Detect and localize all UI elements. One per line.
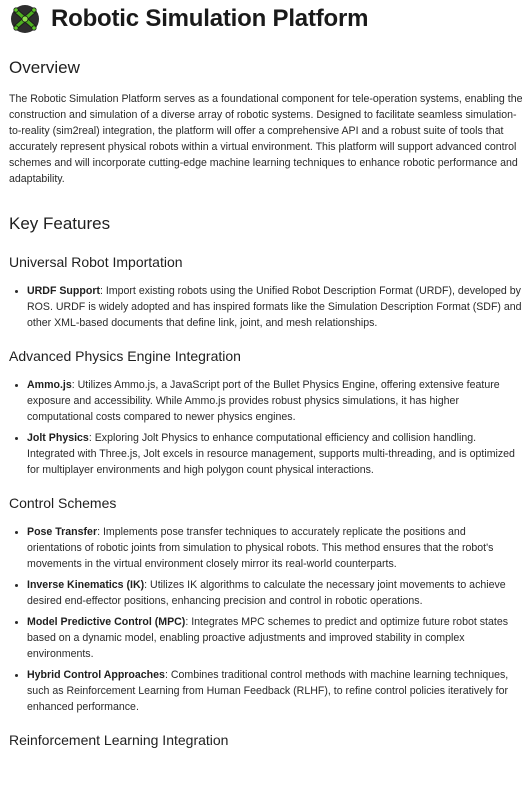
- item-label: Hybrid Control Approaches: [27, 669, 165, 681]
- item-text: : Implements pose transfer techniques to accurately replicate the positions and orientations of robotic joints from simulation to physical robots. This method ensures that the robot's movements in the virtual environment closely mirror its real-world counterparts.: [27, 526, 494, 570]
- overview-heading: Overview: [9, 58, 80, 77]
- item-label: Inverse Kinematics (IK): [27, 579, 145, 591]
- list-item: [27, 577, 523, 609]
- item-text: : Combines traditional control methods with machine learning techniques, such as Reinforcement Learning from Human Feedback (RLHF), to refine control policies iteratively for enhanced performance.: [27, 669, 509, 713]
- list-item: [27, 430, 523, 478]
- title-row: [9, 1, 523, 37]
- item-label: Jolt Physics: [27, 432, 89, 444]
- item-label: Pose Transfer: [27, 526, 98, 538]
- item-text: : Utilizes Ammo.js, a JavaScript port of the Bullet Physics Engine, offering extensive feature exposure and accessibility. While Ammo.js provides robust physics simulations, it has higher computational costs compared to newer physics engines.: [27, 379, 500, 423]
- item-label: Model Predictive Control (MPC): [27, 616, 186, 628]
- feature-list: [9, 524, 523, 715]
- list-item: [27, 614, 523, 662]
- overview-text: The Robotic Simulation Platform serves as a foundational component for tele-operation systems, enabling the construction and simulation of a diverse array of robotic systems. Designed to facilitate seamless simulation-to-reality (sim2real) integration, the platform will offer a comprehensive API and a robust suite of tools that accurately represent physical robots within a virtual environment. This platform will support advanced control schemes and will incorporate cutting-edge machine learning techniques to enhance robotic performance and adaptability.: [9, 93, 523, 185]
- list-item: [27, 667, 523, 715]
- feature-list: [9, 283, 523, 331]
- document-page: [0, 1, 532, 748]
- list-item: [27, 524, 523, 572]
- item-label: Ammo.js: [27, 379, 72, 391]
- item-text: : Import existing robots using the Unified Robot Description Format (URDF), developed by ROS. URDF is widely adopted and has inspired formats like the Simulation Description Format (SDF) and other XML-based documents that define link, joint, and mesh relationships.: [27, 285, 522, 329]
- page-title: Robotic Simulation Platform: [51, 5, 369, 32]
- section-heading-universal-robot-importation: Universal Robot Importation: [9, 254, 183, 270]
- item-text: : Utilizes IK algorithms to calculate the necessary joint movements to achieve desired end-effector positions, enhancing precision and control in robotic operations.: [27, 579, 506, 607]
- robot-logo-icon: [9, 3, 41, 35]
- item-text: : Integrates MPC schemes to predict and optimize future robot states based on a dynamic model, enabling proactive adjustments and improved stability in complex environments.: [27, 616, 509, 660]
- section-heading-reinforcement-learning: Reinforcement Learning Integration: [9, 732, 229, 748]
- feature-list: [9, 377, 523, 478]
- section-heading-physics-engine: Advanced Physics Engine Integration: [9, 348, 241, 364]
- item-label: URDF Support: [27, 285, 100, 297]
- list-item: [27, 283, 523, 331]
- key-features-heading: Key Features: [9, 214, 111, 233]
- section-heading-control-schemes: Control Schemes: [9, 495, 117, 511]
- list-item: [27, 377, 523, 425]
- item-text: : Exploring Jolt Physics to enhance computational efficiency and collision handling. Integrated with Three.js, Jolt excels in resource management, supports multi-threading, and is optimized for multiplayer environments and high polygon count physical interactions.: [27, 432, 515, 476]
